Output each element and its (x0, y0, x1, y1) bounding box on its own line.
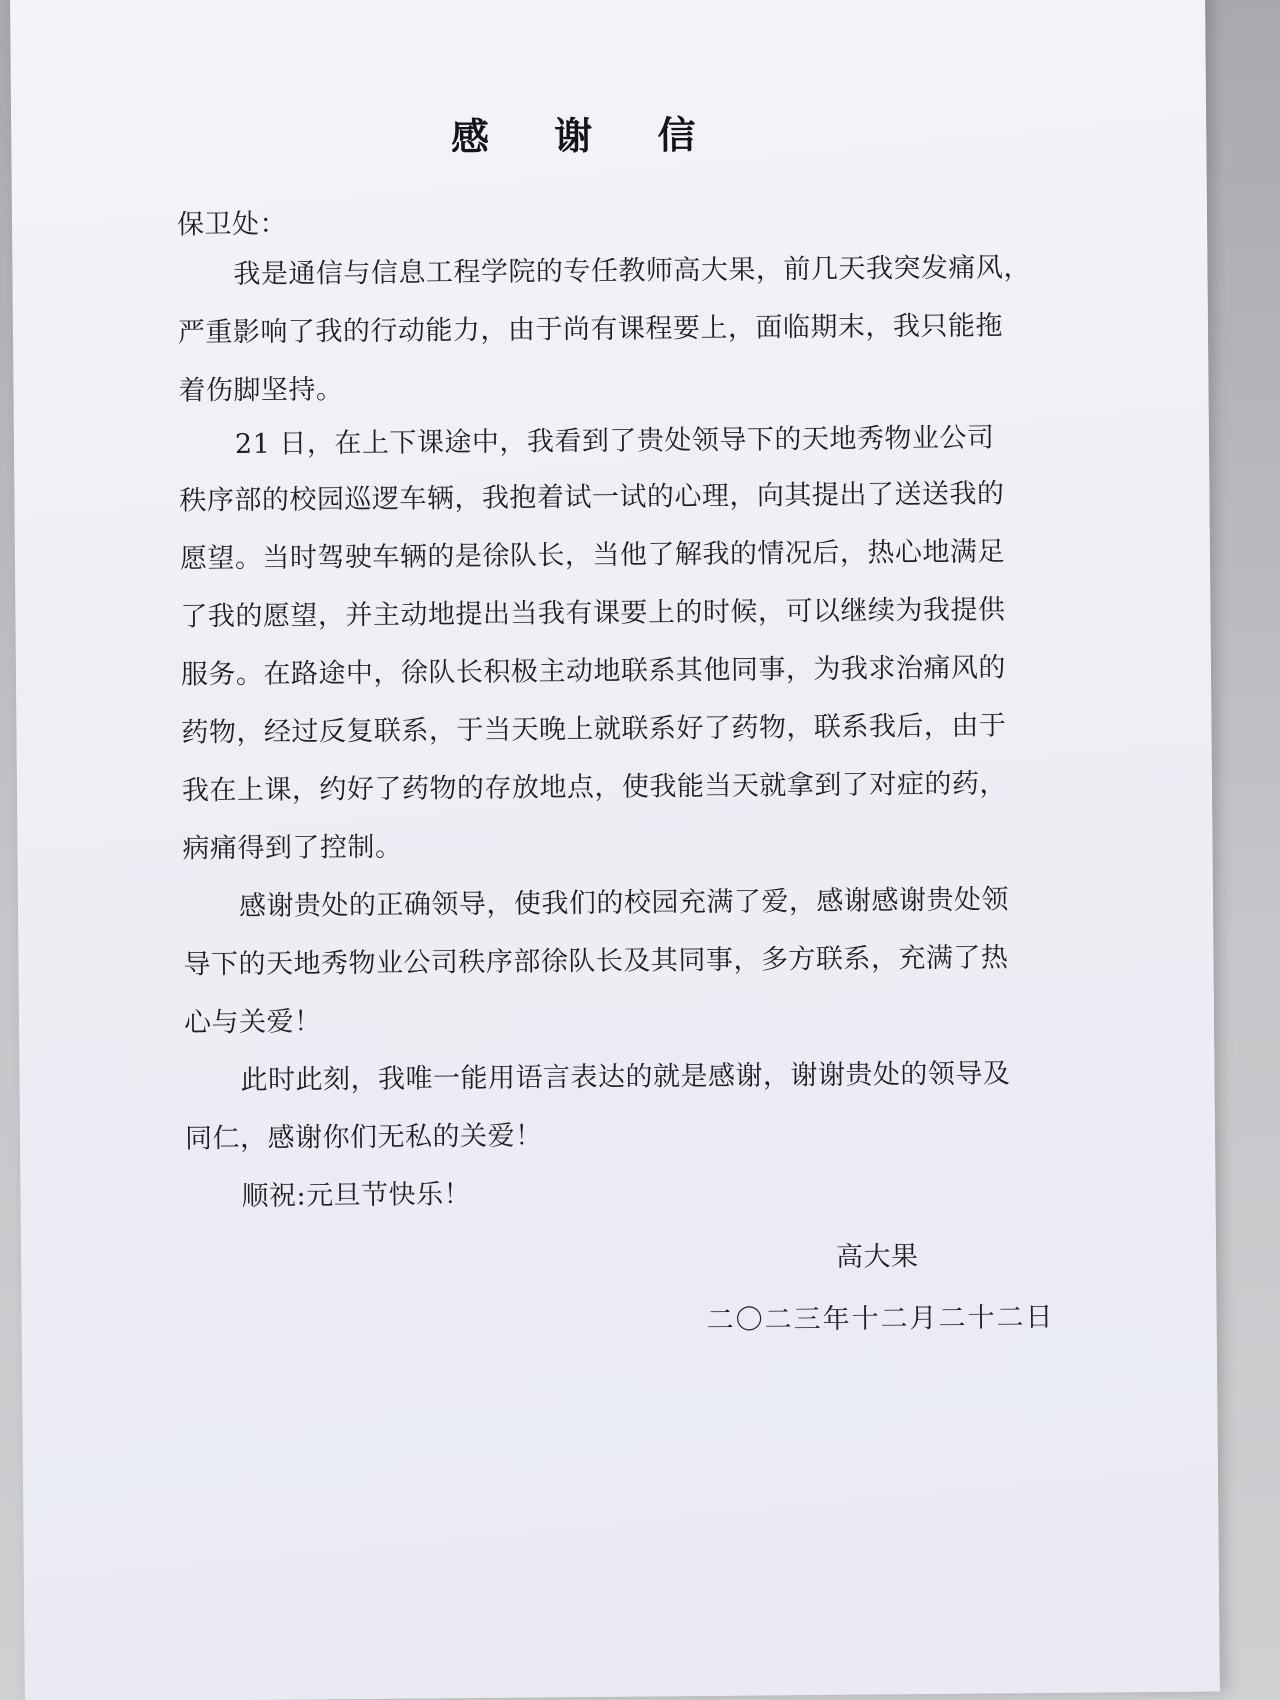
letter-line: 心与关爱！ (183, 1006, 322, 1039)
letter-date: 二〇二三年十二月二十二日 (706, 1301, 1055, 1336)
letter-line: 我是通信与信息工程学院的专任教师高大果，前几天我突发痛风， (233, 252, 1032, 291)
letter-paper (10, 0, 1220, 1700)
letter-line: 同仁，感谢你们无私的关爱！ (184, 1120, 543, 1155)
letter-line: 服务。在路途中，徐队长积极主动地联系其他同事，为我求治痛风的 (180, 652, 1007, 691)
letter-signature: 高大果 (835, 1241, 919, 1273)
letter-line: 21 日，在上下课途中，我看到了贵处领导下的天地秀物业公司 (234, 422, 995, 461)
letter-line: 感谢贵处的正确领导，使我们的校园充满了爱，感谢感谢贵处领 (238, 884, 1010, 923)
letter-line: 秩序部的校园巡逻车辆，我抱着试一试的心理，向其提出了送送我的 (179, 478, 1005, 517)
letter-line: 我在上课，约好了药物的存放地点，使我能当天就拿到了对症的药， (181, 768, 1008, 807)
letter-line: 着伤脚坚持。 (178, 374, 344, 407)
letter-closing: 顺祝:元旦节快乐！ (241, 1179, 472, 1213)
letter-line: 导下的天地秀物业公司秩序部徐队长及其同事，多方联系，充满了热 (183, 942, 1009, 981)
letter-line: 愿望。当时驾驶车辆的是徐队长，当他了解我的情况后，热心地满足 (179, 536, 1006, 575)
letter-line: 病痛得到了控制。 (182, 831, 403, 865)
letter-salutation: 保卫处： (176, 208, 288, 241)
letter-line: 药物，经过反复联系，于当天晚上就联系好了药物，联系我后，由于 (181, 710, 1007, 749)
letter-line: 了我的愿望，并主动地提出当我有课要上的时候，可以继续为我提供 (180, 594, 1006, 633)
letter-title: 感 谢 信 (450, 112, 722, 160)
letter-line: 此时此刻，我唯一能用语言表达的就是感谢，谢谢贵处的领导及 (240, 1058, 1011, 1097)
letter-line: 严重影响了我的行动能力，由于尚有课程要上，面临期末，我只能拖 (177, 310, 1004, 349)
